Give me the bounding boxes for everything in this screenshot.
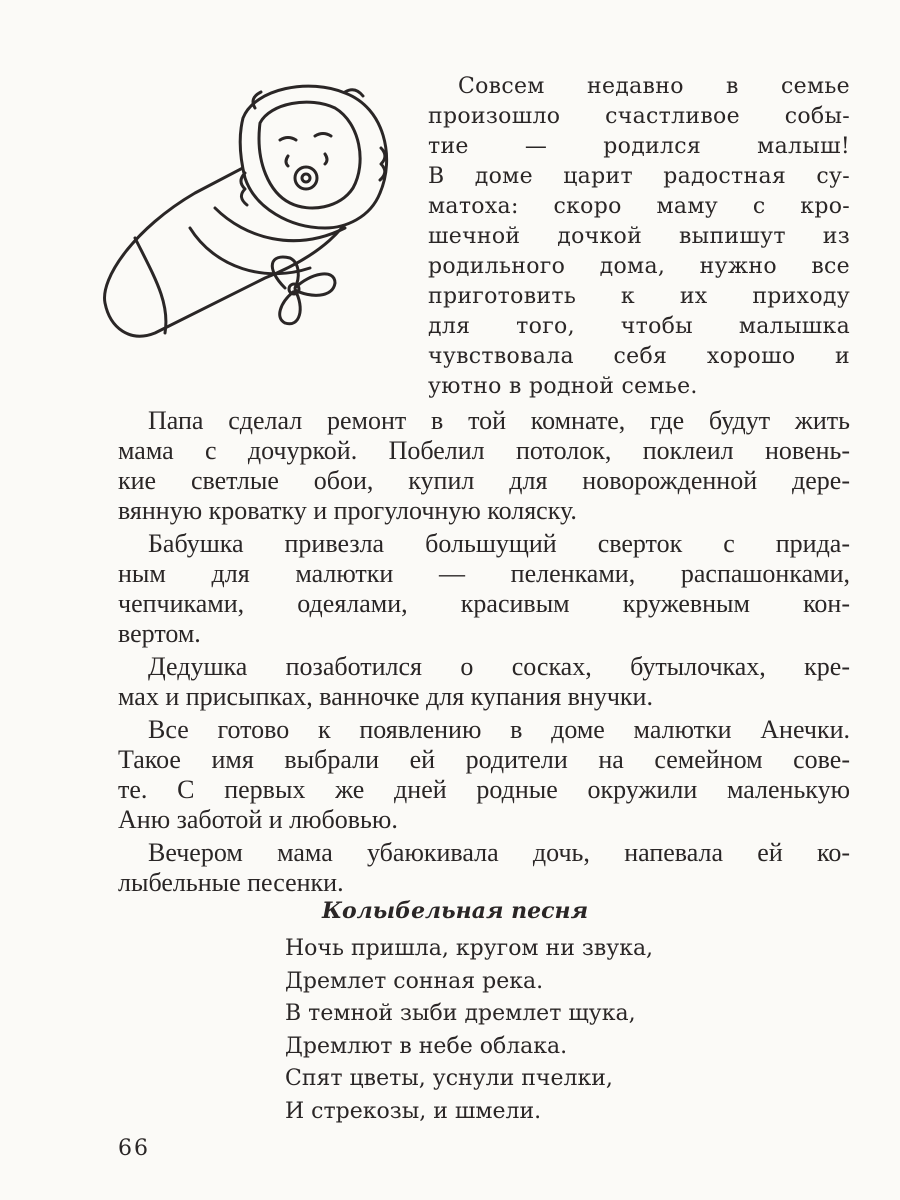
text-line: приготовить к их приходу xyxy=(428,284,850,309)
text-line: вянную кроватку и прогулочную коляску. xyxy=(118,496,577,525)
paragraph xyxy=(118,406,850,526)
poem-title: Колыбельная песня xyxy=(322,898,589,924)
text-line: произошло счастливое собы- xyxy=(428,104,850,129)
text-line: Совсем недавно в семье xyxy=(458,74,850,99)
body-text xyxy=(118,406,850,901)
text-line: матоха: скоро маму с кро- xyxy=(428,194,850,219)
text-line: мама с дочуркой. Побелил потолок, поклеил новень- xyxy=(118,436,850,465)
text-line: Аню заботой и любовью. xyxy=(118,805,398,834)
poem-line: Ночь пришла, кругом ни звука, xyxy=(285,936,654,961)
text-line: Вечером мама убаюкивала дочь, напевала ей ко- xyxy=(148,838,850,867)
poem-stanza xyxy=(285,933,653,1128)
poem-line: Спят цветы, уснули пчелки, xyxy=(285,1066,613,1091)
text-line: кие светлые обои, купил для новорожденной дере- xyxy=(118,466,850,495)
text-line: вертом. xyxy=(118,619,201,648)
text-line: чувствовала себя хорошо и xyxy=(428,344,850,369)
text-line: Такое имя выбрали ей родители на семейном сове- xyxy=(118,745,850,774)
text-line: родильного дома, нужно все xyxy=(428,254,850,279)
paragraph xyxy=(118,838,850,898)
swaddled-baby-illustration xyxy=(95,78,415,348)
text-line: Бабушка привезла большущий сверток с прида- xyxy=(148,529,850,558)
text-line: тие — родился малыш! xyxy=(428,134,850,159)
text-line: В доме царит радостная су- xyxy=(428,164,850,189)
page-number: 66 xyxy=(118,1136,150,1161)
text-line: Дедушка позаботился о сосках, бутылочках, кре- xyxy=(148,652,850,681)
poem-line: В темной зыби дремлет щука, xyxy=(285,1001,636,1026)
text-line: ным для малютки — пеленками, распашонками, xyxy=(118,559,850,588)
paragraph xyxy=(118,715,850,835)
text-line: для того, чтобы малышка xyxy=(428,314,850,339)
poem-line: Дремлет сонная река. xyxy=(285,968,544,994)
paragraph xyxy=(118,652,850,712)
text-line: мах и присыпках, ванночке для купания внучки. xyxy=(118,682,653,711)
intro-paragraph xyxy=(428,72,850,402)
text-line: лыбельные песенки. xyxy=(118,868,344,897)
poem-line: Дремлют в небе облака. xyxy=(285,1033,568,1059)
text-line: те. С первых же дней родные окружили маленькую xyxy=(118,775,850,804)
paragraph xyxy=(118,529,850,649)
poem-line: И стрекозы, и шмели. xyxy=(285,1098,542,1124)
text-line: Все готово к появлению в доме малютки Анечки. xyxy=(148,715,850,744)
text-line: чепчиками, одеялами, красивым кружевным кон- xyxy=(118,589,850,618)
text-line: шечной дочкой выпишут из xyxy=(428,224,850,249)
text-line: Папа сделал ремонт в той комнате, где будут жить xyxy=(148,406,850,435)
text-line: уютно в родной семье. xyxy=(428,374,698,399)
